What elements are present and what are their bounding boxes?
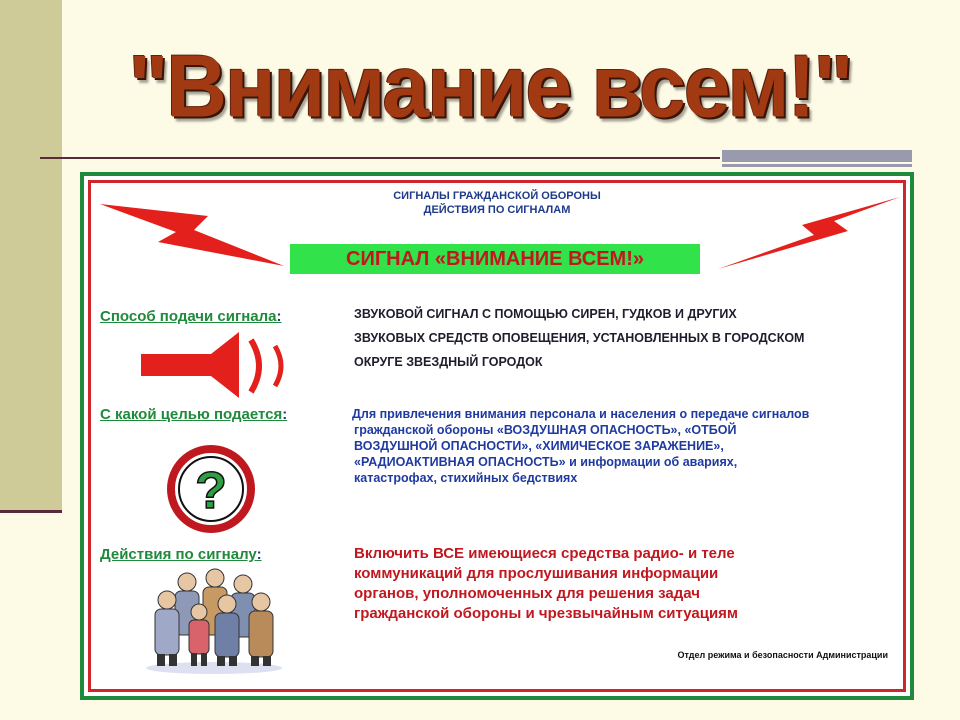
text-line: ОКРУГЕ ЗВЕЗДНЫЙ ГОРОДОК	[354, 355, 543, 369]
lightning-bolt-icon	[98, 196, 288, 271]
section-text-actions	[354, 544, 894, 624]
section-text-method	[354, 302, 914, 374]
poster-footer-note: Отдел режима и безопасности Администрации	[677, 650, 888, 660]
text-line: коммуникаций для прослушивания информации	[354, 565, 719, 582]
question-mark-icon	[166, 444, 256, 534]
poster-header-line-2: ДЕЙСТВИЯ ПО СИГНАЛАМ	[423, 204, 571, 216]
section-label-method: Способ подачи сигнала:	[100, 308, 282, 325]
side-accent-bar	[0, 0, 62, 513]
crowd-icon	[139, 564, 289, 676]
lightning-bolt-icon	[714, 191, 904, 271]
civil-defense-poster	[80, 172, 914, 700]
speaker-icon	[139, 326, 304, 406]
section-label-text: Действия по сигналу	[100, 546, 257, 563]
section-label-text: С какой целью подается	[100, 406, 283, 423]
text-line: ВОЗДУШНОЙ ОПАСНОСТИ», «ХИМИЧЕСКОЕ ЗАРАЖЕНИЕ»,	[354, 439, 724, 453]
text-line: гражданской обороны «ВОЗДУШНАЯ ОПАСНОСТЬ», «ОТБОЙ	[354, 423, 737, 437]
poster-header-line-1: СИГНАЛЫ ГРАЖДАНСКОЙ ОБОРОНЫ	[393, 190, 601, 202]
text-line: ЗВУКОВОЙ СИГНАЛ С ПОМОЩЬЮ СИРЕН, ГУДКОВ И ДРУГИХ	[354, 307, 737, 321]
text-line: гражданской обороны и чрезвычайным ситуациям	[354, 605, 739, 622]
text-line: Для привлечения внимания персонала и населения о передаче сигналов	[352, 407, 810, 421]
question-mark-glyph: ?	[195, 462, 227, 520]
signal-title-box: СИГНАЛ «ВНИМАНИЕ ВСЕМ!»	[290, 244, 700, 274]
section-label-actions: Действия по сигналу:	[100, 546, 262, 563]
section-label-purpose: С какой целью подается:	[100, 406, 288, 423]
text-line: ЗВУКОВЫХ СРЕДСТВ ОПОВЕЩЕНИЯ, УСТАНОВЛЕННЫХ В ГОРОДСКОМ	[354, 331, 805, 345]
text-line: катастрофах, стихийных бедствиях	[354, 471, 578, 485]
text-line: органов, уполномоченных для решения задач	[354, 585, 700, 602]
text-line: «РАДИОАКТИВНАЯ ОПАСНОСТЬ» и информации об авариях,	[354, 455, 738, 469]
decorative-stripe-thin	[722, 164, 912, 167]
decorative-stripe	[722, 150, 912, 162]
section-text-purpose	[352, 406, 904, 486]
section-label-text: Способ подачи сигнала	[100, 308, 277, 325]
slide-title: "Внимание всем!"	[128, 36, 852, 136]
divider-line	[40, 157, 720, 159]
text-line: Включить ВСЕ имеющиеся средства радио- и теле	[354, 545, 735, 562]
